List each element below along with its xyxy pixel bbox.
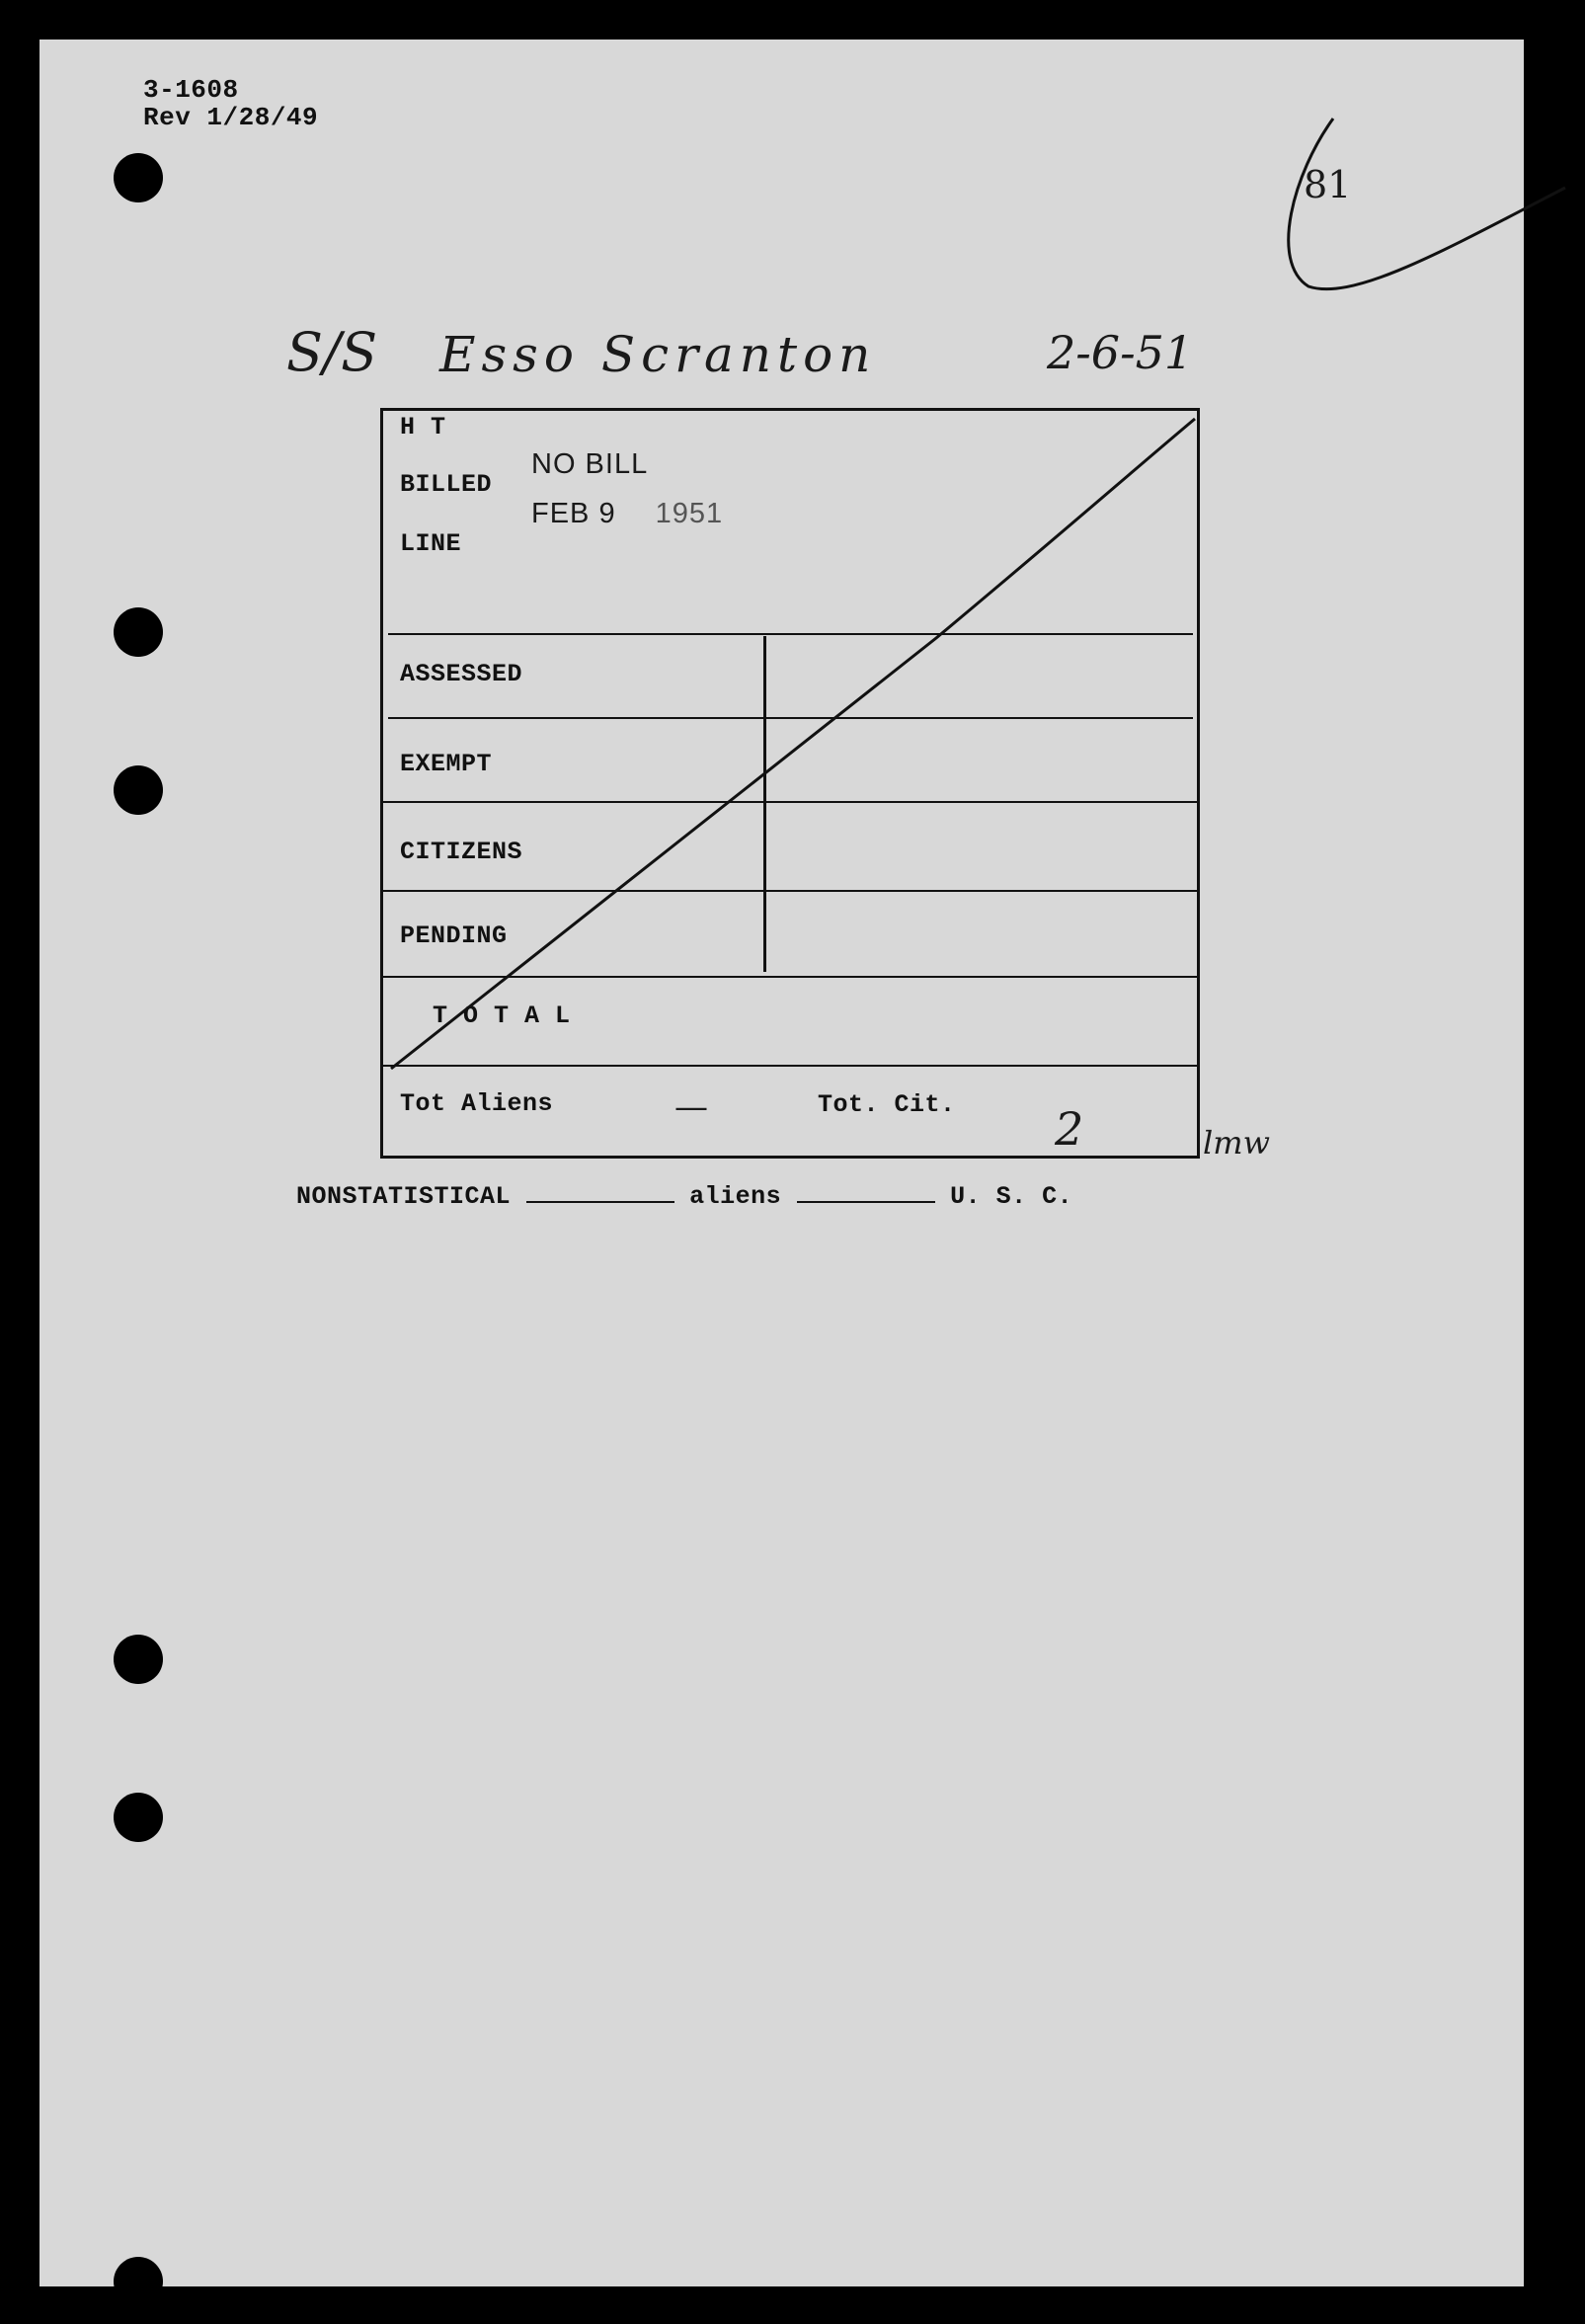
label-ht: H T (400, 413, 446, 441)
label-tot-cit: Tot. Cit. (818, 1090, 956, 1119)
stamp-month-day: FEB 9 (531, 498, 616, 529)
stamp-year: 1951 (655, 498, 724, 529)
nonstatistical-blank (526, 1200, 674, 1203)
binder-hole (114, 765, 163, 815)
form-revision: Rev 1/28/49 (143, 103, 319, 132)
binder-hole (114, 153, 163, 202)
label-assessed: ASSESSED (400, 660, 523, 688)
manifest-form (380, 408, 1200, 1159)
label-pending: PENDING (400, 922, 508, 950)
binder-hole (114, 1793, 163, 1842)
aliens-blank (797, 1200, 935, 1203)
nonstatistical-label: NONSTATISTICAL (296, 1182, 512, 1211)
form-number: 3-1608 (143, 75, 239, 105)
page-number-curve (1264, 114, 1570, 341)
binder-hole (114, 1635, 163, 1684)
ship-date: 2-6-51 (1047, 326, 1194, 379)
ship-name: Esso Scranton (439, 326, 877, 383)
binder-hole (114, 2257, 163, 2306)
label-billed: BILLED (400, 470, 493, 499)
clerk-initials: lmw (1203, 1124, 1270, 1162)
cancellation-line (383, 411, 1197, 1156)
label-citizens: CITIZENS (400, 838, 523, 866)
nonstatistical-line (296, 1182, 1072, 1211)
usc-label: U. S. C. (950, 1182, 1073, 1211)
label-line: LINE (400, 529, 462, 558)
ship-prefix: S/S (286, 321, 378, 383)
tot-aliens-value: — (674, 1087, 708, 1127)
label-tot-aliens: Tot Aliens (400, 1089, 554, 1118)
stamp-no-bill: NO BILL (531, 448, 649, 480)
page-number: 81 (1304, 163, 1352, 206)
aliens-label: aliens (689, 1182, 782, 1211)
binder-hole (114, 607, 163, 657)
tot-cit-value: 2 (1055, 1102, 1084, 1156)
label-exempt: EXEMPT (400, 750, 493, 778)
label-total: T O T A L (433, 1002, 571, 1030)
document-sheet (40, 40, 1524, 2286)
